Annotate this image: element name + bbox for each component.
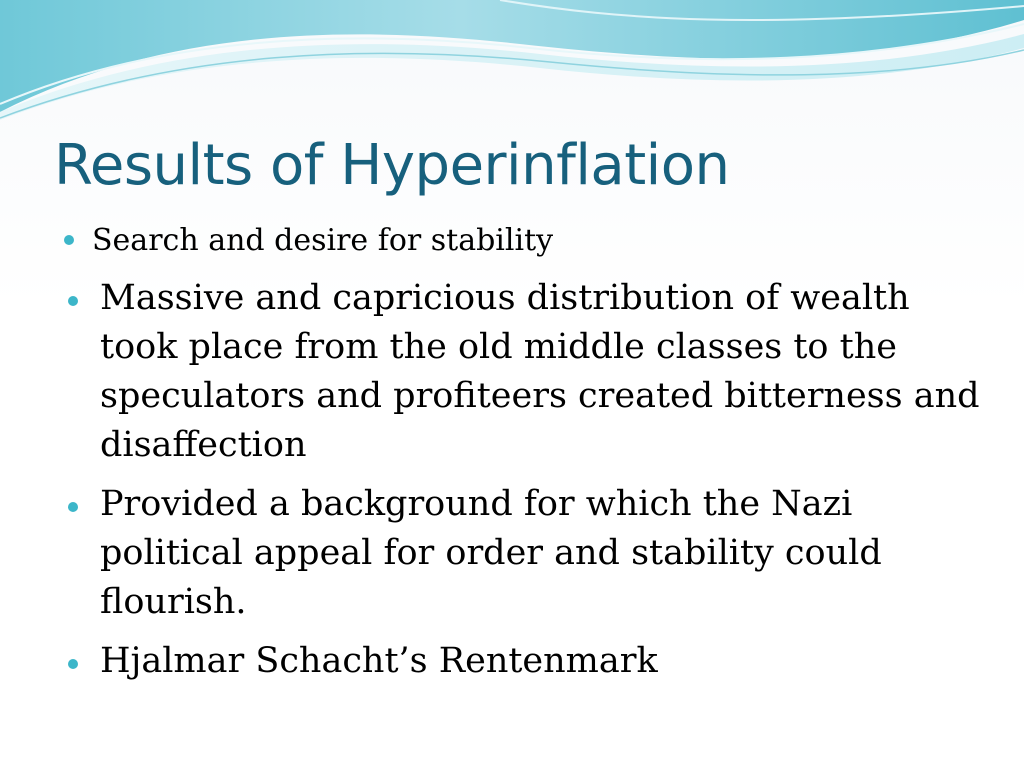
bullet-item [62,274,982,470]
bullet-dot-icon [68,296,78,306]
bullet-dot-icon [64,235,74,245]
bullet-text: Provided a background for which the Nazi political appeal for order and stability could flourish. [100,484,882,622]
decorative-wave-header [0,0,1024,130]
bullet-dot-icon [68,659,78,669]
bullet-item [62,218,982,264]
bullet-text: Hjalmar Schacht’s Rentenmark [100,641,658,681]
bullet-text: Search and desire for stability [92,223,554,258]
bullet-text: Massive and capricious distribution of wealth took place from the old middle classes to the speculators and profiteers created bitterness and disaffection [100,278,980,465]
bullet-dot-icon [68,502,78,512]
slide-title: Results of Hyperinflation [54,133,730,198]
bullet-list [62,218,982,696]
bullet-item [62,480,982,627]
bullet-item [62,637,982,686]
